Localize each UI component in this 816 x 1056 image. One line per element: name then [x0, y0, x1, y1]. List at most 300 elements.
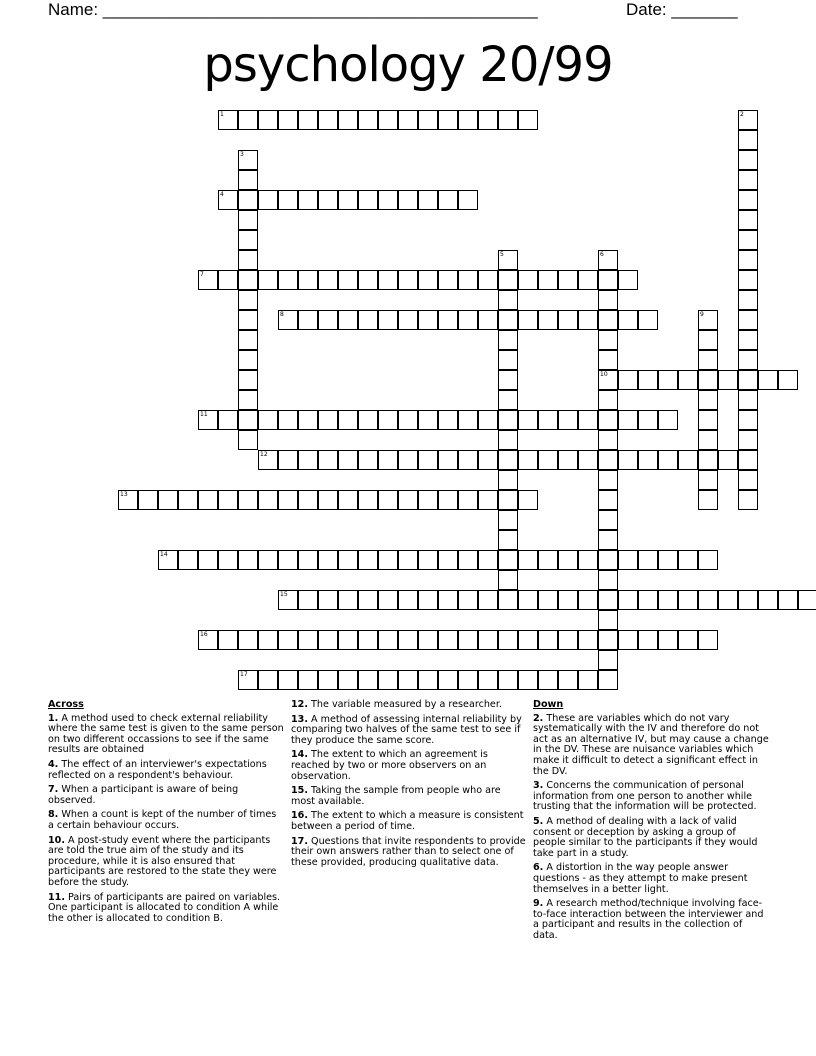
- grid-cell[interactable]: [618, 450, 638, 470]
- grid-cell[interactable]: [358, 270, 378, 290]
- grid-cell[interactable]: [538, 590, 558, 610]
- grid-cell[interactable]: [598, 570, 618, 590]
- grid-cell[interactable]: [338, 490, 358, 510]
- grid-cell[interactable]: [418, 190, 438, 210]
- grid-cell[interactable]: [198, 550, 218, 570]
- grid-cell[interactable]: [658, 550, 678, 570]
- grid-cell[interactable]: [618, 270, 638, 290]
- grid-cell[interactable]: [598, 390, 618, 410]
- grid-cell[interactable]: [498, 470, 518, 490]
- grid-cell[interactable]: [298, 630, 318, 650]
- grid-cell[interactable]: [238, 370, 258, 390]
- grid-cell[interactable]: [378, 630, 398, 650]
- grid-cell[interactable]: [518, 490, 538, 510]
- grid-cell[interactable]: [578, 630, 598, 650]
- grid-cell[interactable]: [158, 490, 178, 510]
- grid-cell[interactable]: [498, 270, 518, 290]
- grid-cell[interactable]: [298, 110, 318, 130]
- grid-cell[interactable]: [718, 450, 738, 470]
- grid-cell[interactable]: [778, 590, 798, 610]
- grid-cell[interactable]: [218, 110, 238, 130]
- grid-cell[interactable]: [638, 370, 658, 390]
- grid-cell[interactable]: [278, 310, 298, 330]
- grid-cell[interactable]: [638, 590, 658, 610]
- grid-cell[interactable]: [398, 190, 418, 210]
- date-line[interactable]: Date: _______: [626, 0, 738, 19]
- grid-cell[interactable]: [518, 590, 538, 610]
- grid-cell[interactable]: [498, 110, 518, 130]
- grid-cell[interactable]: [238, 170, 258, 190]
- grid-cell[interactable]: [198, 490, 218, 510]
- grid-cell[interactable]: [238, 190, 258, 210]
- grid-cell[interactable]: [478, 590, 498, 610]
- grid-cell[interactable]: [618, 410, 638, 430]
- grid-cell[interactable]: [598, 470, 618, 490]
- grid-cell[interactable]: [558, 550, 578, 570]
- grid-cell[interactable]: [238, 630, 258, 650]
- grid-cell[interactable]: [398, 630, 418, 650]
- grid-cell[interactable]: [498, 290, 518, 310]
- grid-cell[interactable]: [218, 630, 238, 650]
- grid-cell[interactable]: [738, 170, 758, 190]
- name-line[interactable]: Name: ______________________________________________: [48, 0, 538, 19]
- grid-cell[interactable]: [438, 590, 458, 610]
- grid-cell[interactable]: [598, 670, 618, 690]
- grid-cell[interactable]: [438, 450, 458, 470]
- grid-cell[interactable]: [478, 450, 498, 470]
- grid-cell[interactable]: [618, 630, 638, 650]
- grid-cell[interactable]: [278, 630, 298, 650]
- grid-cell[interactable]: [498, 370, 518, 390]
- grid-cell[interactable]: [458, 190, 478, 210]
- grid-cell[interactable]: [438, 310, 458, 330]
- grid-cell[interactable]: [298, 270, 318, 290]
- grid-cell[interactable]: [438, 270, 458, 290]
- grid-cell[interactable]: [418, 410, 438, 430]
- grid-cell[interactable]: [298, 590, 318, 610]
- grid-cell[interactable]: [338, 410, 358, 430]
- grid-cell[interactable]: [458, 630, 478, 650]
- grid-cell[interactable]: [698, 590, 718, 610]
- grid-cell[interactable]: [418, 490, 438, 510]
- grid-cell[interactable]: [738, 230, 758, 250]
- grid-cell[interactable]: [498, 670, 518, 690]
- grid-cell[interactable]: [458, 410, 478, 430]
- grid-cell[interactable]: [338, 190, 358, 210]
- grid-cell[interactable]: [478, 310, 498, 330]
- grid-cell[interactable]: [538, 310, 558, 330]
- grid-cell[interactable]: [578, 590, 598, 610]
- grid-cell[interactable]: [238, 310, 258, 330]
- grid-cell[interactable]: [438, 670, 458, 690]
- grid-cell[interactable]: [538, 670, 558, 690]
- grid-cell[interactable]: [238, 250, 258, 270]
- grid-cell[interactable]: [278, 110, 298, 130]
- grid-cell[interactable]: [458, 270, 478, 290]
- grid-cell[interactable]: [458, 550, 478, 570]
- grid-cell[interactable]: [518, 310, 538, 330]
- grid-cell[interactable]: [338, 110, 358, 130]
- grid-cell[interactable]: [238, 430, 258, 450]
- grid-cell[interactable]: [318, 550, 338, 570]
- grid-cell[interactable]: [698, 330, 718, 350]
- grid-cell[interactable]: [258, 270, 278, 290]
- grid-cell[interactable]: [238, 490, 258, 510]
- grid-cell[interactable]: [278, 410, 298, 430]
- grid-cell[interactable]: [498, 490, 518, 510]
- grid-cell[interactable]: [218, 550, 238, 570]
- grid-cell[interactable]: [598, 590, 618, 610]
- grid-cell[interactable]: [238, 330, 258, 350]
- grid-cell[interactable]: [498, 570, 518, 590]
- grid-cell[interactable]: [458, 670, 478, 690]
- grid-cell[interactable]: [398, 490, 418, 510]
- grid-cell[interactable]: [398, 550, 418, 570]
- grid-cell[interactable]: [318, 190, 338, 210]
- grid-cell[interactable]: [218, 410, 238, 430]
- grid-cell[interactable]: [338, 550, 358, 570]
- grid-cell[interactable]: [558, 310, 578, 330]
- grid-cell[interactable]: [198, 630, 218, 650]
- grid-cell[interactable]: [338, 270, 358, 290]
- grid-cell[interactable]: [138, 490, 158, 510]
- grid-cell[interactable]: [738, 290, 758, 310]
- grid-cell[interactable]: [318, 590, 338, 610]
- grid-cell[interactable]: [238, 350, 258, 370]
- grid-cell[interactable]: [558, 630, 578, 650]
- grid-cell[interactable]: [518, 270, 538, 290]
- grid-cell[interactable]: [278, 590, 298, 610]
- grid-cell[interactable]: [598, 630, 618, 650]
- grid-cell[interactable]: [498, 330, 518, 350]
- grid-cell[interactable]: [438, 630, 458, 650]
- grid-cell[interactable]: [698, 470, 718, 490]
- grid-cell[interactable]: [378, 670, 398, 690]
- grid-cell[interactable]: [298, 310, 318, 330]
- grid-cell[interactable]: [538, 450, 558, 470]
- grid-cell[interactable]: [498, 450, 518, 470]
- grid-cell[interactable]: [338, 310, 358, 330]
- grid-cell[interactable]: [398, 670, 418, 690]
- grid-cell[interactable]: [498, 390, 518, 410]
- grid-cell[interactable]: [278, 270, 298, 290]
- grid-cell[interactable]: [238, 410, 258, 430]
- grid-cell[interactable]: [578, 550, 598, 570]
- grid-cell[interactable]: [418, 630, 438, 650]
- grid-cell[interactable]: [318, 110, 338, 130]
- grid-cell[interactable]: [598, 290, 618, 310]
- grid-cell[interactable]: [658, 370, 678, 390]
- grid-cell[interactable]: [498, 410, 518, 430]
- grid-cell[interactable]: [598, 370, 618, 390]
- grid-cell[interactable]: [698, 350, 718, 370]
- grid-cell[interactable]: [738, 390, 758, 410]
- grid-cell[interactable]: [698, 310, 718, 330]
- grid-cell[interactable]: [238, 670, 258, 690]
- grid-cell[interactable]: [458, 590, 478, 610]
- grid-cell[interactable]: [658, 630, 678, 650]
- grid-cell[interactable]: [298, 550, 318, 570]
- grid-cell[interactable]: [218, 190, 238, 210]
- grid-cell[interactable]: [178, 550, 198, 570]
- grid-cell[interactable]: [598, 270, 618, 290]
- grid-cell[interactable]: [238, 110, 258, 130]
- grid-cell[interactable]: [478, 270, 498, 290]
- grid-cell[interactable]: [278, 550, 298, 570]
- grid-cell[interactable]: [298, 450, 318, 470]
- grid-cell[interactable]: [718, 370, 738, 390]
- grid-cell[interactable]: [618, 590, 638, 610]
- grid-cell[interactable]: [458, 310, 478, 330]
- grid-cell[interactable]: [418, 110, 438, 130]
- grid-cell[interactable]: [298, 410, 318, 430]
- grid-cell[interactable]: [478, 630, 498, 650]
- grid-cell[interactable]: [598, 610, 618, 630]
- grid-cell[interactable]: [298, 190, 318, 210]
- grid-cell[interactable]: [578, 670, 598, 690]
- grid-cell[interactable]: [698, 630, 718, 650]
- grid-cell[interactable]: [678, 630, 698, 650]
- grid-cell[interactable]: [418, 450, 438, 470]
- grid-cell[interactable]: [398, 270, 418, 290]
- grid-cell[interactable]: [778, 370, 798, 390]
- grid-cell[interactable]: [438, 550, 458, 570]
- grid-cell[interactable]: [558, 590, 578, 610]
- grid-cell[interactable]: [278, 190, 298, 210]
- grid-cell[interactable]: [698, 490, 718, 510]
- grid-cell[interactable]: [478, 490, 498, 510]
- grid-cell[interactable]: [578, 270, 598, 290]
- grid-cell[interactable]: [658, 590, 678, 610]
- grid-cell[interactable]: [398, 110, 418, 130]
- grid-cell[interactable]: [318, 490, 338, 510]
- grid-cell[interactable]: [738, 350, 758, 370]
- grid-cell[interactable]: [238, 270, 258, 290]
- grid-cell[interactable]: [558, 270, 578, 290]
- grid-cell[interactable]: [478, 550, 498, 570]
- grid-cell[interactable]: [598, 650, 618, 670]
- grid-cell[interactable]: [378, 110, 398, 130]
- grid-cell[interactable]: [718, 590, 738, 610]
- grid-cell[interactable]: [318, 270, 338, 290]
- grid-cell[interactable]: [318, 310, 338, 330]
- grid-cell[interactable]: [318, 670, 338, 690]
- grid-cell[interactable]: [458, 490, 478, 510]
- grid-cell[interactable]: [738, 410, 758, 430]
- grid-cell[interactable]: [738, 210, 758, 230]
- grid-cell[interactable]: [598, 510, 618, 530]
- grid-cell[interactable]: [318, 450, 338, 470]
- grid-cell[interactable]: [298, 490, 318, 510]
- grid-cell[interactable]: [478, 670, 498, 690]
- grid-cell[interactable]: [378, 190, 398, 210]
- grid-cell[interactable]: [638, 630, 658, 650]
- grid-cell[interactable]: [398, 310, 418, 330]
- grid-cell[interactable]: [378, 590, 398, 610]
- grid-cell[interactable]: [378, 550, 398, 570]
- grid-cell[interactable]: [258, 410, 278, 430]
- grid-cell[interactable]: [358, 490, 378, 510]
- grid-cell[interactable]: [338, 590, 358, 610]
- grid-cell[interactable]: [378, 310, 398, 330]
- grid-cell[interactable]: [498, 530, 518, 550]
- grid-cell[interactable]: [618, 550, 638, 570]
- grid-cell[interactable]: [438, 190, 458, 210]
- grid-cell[interactable]: [258, 450, 278, 470]
- grid-cell[interactable]: [278, 490, 298, 510]
- grid-cell[interactable]: [478, 410, 498, 430]
- grid-cell[interactable]: [258, 190, 278, 210]
- grid-cell[interactable]: [518, 110, 538, 130]
- grid-cell[interactable]: [558, 670, 578, 690]
- grid-cell[interactable]: [658, 410, 678, 430]
- grid-cell[interactable]: [738, 310, 758, 330]
- grid-cell[interactable]: [738, 370, 758, 390]
- grid-cell[interactable]: [478, 110, 498, 130]
- grid-cell[interactable]: [638, 550, 658, 570]
- grid-cell[interactable]: [738, 270, 758, 290]
- grid-cell[interactable]: [678, 550, 698, 570]
- grid-cell[interactable]: [738, 150, 758, 170]
- grid-cell[interactable]: [698, 370, 718, 390]
- grid-cell[interactable]: [378, 450, 398, 470]
- grid-cell[interactable]: [218, 270, 238, 290]
- grid-cell[interactable]: [678, 590, 698, 610]
- grid-cell[interactable]: [638, 410, 658, 430]
- grid-cell[interactable]: [738, 130, 758, 150]
- grid-cell[interactable]: [498, 250, 518, 270]
- grid-cell[interactable]: [518, 450, 538, 470]
- grid-cell[interactable]: [538, 550, 558, 570]
- grid-cell[interactable]: [538, 630, 558, 650]
- grid-cell[interactable]: [358, 410, 378, 430]
- grid-cell[interactable]: [398, 450, 418, 470]
- grid-cell[interactable]: [418, 270, 438, 290]
- grid-cell[interactable]: [598, 350, 618, 370]
- grid-cell[interactable]: [238, 290, 258, 310]
- grid-cell[interactable]: [798, 590, 816, 610]
- grid-cell[interactable]: [638, 450, 658, 470]
- grid-cell[interactable]: [358, 310, 378, 330]
- grid-cell[interactable]: [438, 110, 458, 130]
- grid-cell[interactable]: [378, 270, 398, 290]
- grid-cell[interactable]: [738, 590, 758, 610]
- grid-cell[interactable]: [698, 390, 718, 410]
- grid-cell[interactable]: [418, 670, 438, 690]
- grid-cell[interactable]: [338, 670, 358, 690]
- grid-cell[interactable]: [698, 430, 718, 450]
- grid-cell[interactable]: [358, 110, 378, 130]
- grid-cell[interactable]: [458, 110, 478, 130]
- grid-cell[interactable]: [638, 310, 658, 330]
- grid-cell[interactable]: [738, 250, 758, 270]
- grid-cell[interactable]: [578, 410, 598, 430]
- grid-cell[interactable]: [618, 370, 638, 390]
- grid-cell[interactable]: [238, 210, 258, 230]
- grid-cell[interactable]: [258, 670, 278, 690]
- grid-cell[interactable]: [738, 330, 758, 350]
- grid-cell[interactable]: [398, 410, 418, 430]
- grid-cell[interactable]: [238, 390, 258, 410]
- grid-cell[interactable]: [538, 410, 558, 430]
- grid-cell[interactable]: [518, 670, 538, 690]
- grid-cell[interactable]: [258, 110, 278, 130]
- grid-cell[interactable]: [698, 410, 718, 430]
- grid-cell[interactable]: [598, 550, 618, 570]
- grid-cell[interactable]: [158, 550, 178, 570]
- grid-cell[interactable]: [658, 450, 678, 470]
- grid-cell[interactable]: [498, 310, 518, 330]
- grid-cell[interactable]: [738, 190, 758, 210]
- grid-cell[interactable]: [238, 150, 258, 170]
- grid-cell[interactable]: [738, 430, 758, 450]
- grid-cell[interactable]: [338, 450, 358, 470]
- grid-cell[interactable]: [678, 370, 698, 390]
- grid-cell[interactable]: [758, 590, 778, 610]
- grid-cell[interactable]: [238, 550, 258, 570]
- grid-cell[interactable]: [618, 310, 638, 330]
- grid-cell[interactable]: [358, 550, 378, 570]
- grid-cell[interactable]: [458, 450, 478, 470]
- grid-cell[interactable]: [418, 590, 438, 610]
- grid-cell[interactable]: [598, 330, 618, 350]
- grid-cell[interactable]: [438, 490, 458, 510]
- grid-cell[interactable]: [498, 430, 518, 450]
- grid-cell[interactable]: [538, 270, 558, 290]
- grid-cell[interactable]: [598, 490, 618, 510]
- grid-cell[interactable]: [198, 270, 218, 290]
- grid-cell[interactable]: [598, 430, 618, 450]
- grid-cell[interactable]: [258, 630, 278, 650]
- grid-cell[interactable]: [378, 490, 398, 510]
- grid-cell[interactable]: [498, 510, 518, 530]
- grid-cell[interactable]: [738, 490, 758, 510]
- grid-cell[interactable]: [118, 490, 138, 510]
- grid-cell[interactable]: [498, 350, 518, 370]
- grid-cell[interactable]: [358, 670, 378, 690]
- grid-cell[interactable]: [358, 630, 378, 650]
- grid-cell[interactable]: [398, 590, 418, 610]
- grid-cell[interactable]: [598, 250, 618, 270]
- grid-cell[interactable]: [358, 590, 378, 610]
- grid-cell[interactable]: [578, 450, 598, 470]
- grid-cell[interactable]: [258, 550, 278, 570]
- grid-cell[interactable]: [378, 410, 398, 430]
- grid-cell[interactable]: [278, 450, 298, 470]
- grid-cell[interactable]: [418, 310, 438, 330]
- grid-cell[interactable]: [438, 410, 458, 430]
- grid-cell[interactable]: [418, 550, 438, 570]
- grid-cell[interactable]: [738, 110, 758, 130]
- grid-cell[interactable]: [678, 450, 698, 470]
- grid-cell[interactable]: [578, 310, 598, 330]
- grid-cell[interactable]: [178, 490, 198, 510]
- grid-cell[interactable]: [498, 630, 518, 650]
- grid-cell[interactable]: [358, 450, 378, 470]
- grid-cell[interactable]: [698, 450, 718, 470]
- grid-cell[interactable]: [358, 190, 378, 210]
- grid-cell[interactable]: [738, 470, 758, 490]
- grid-cell[interactable]: [518, 550, 538, 570]
- grid-cell[interactable]: [598, 530, 618, 550]
- grid-cell[interactable]: [698, 550, 718, 570]
- grid-cell[interactable]: [498, 550, 518, 570]
- grid-cell[interactable]: [258, 490, 278, 510]
- grid-cell[interactable]: [318, 630, 338, 650]
- grid-cell[interactable]: [238, 230, 258, 250]
- grid-cell[interactable]: [218, 490, 238, 510]
- grid-cell[interactable]: [758, 370, 778, 390]
